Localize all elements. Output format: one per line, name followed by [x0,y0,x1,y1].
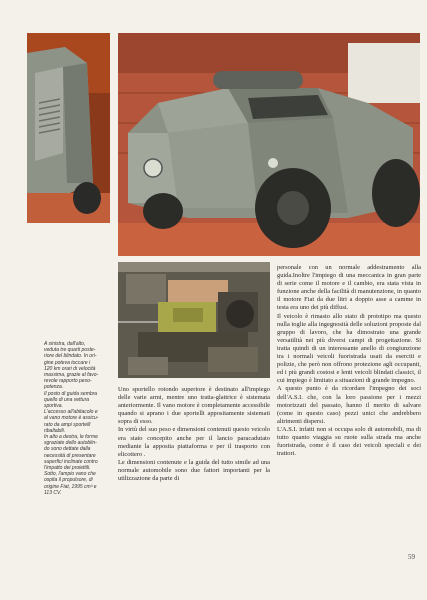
caption-line: In alto a destra, le forme [44,434,98,441]
caption-line: superfici inclinate contro [44,458,98,465]
paragraph: In virtù del suo peso e dimensioni contenuti questo veicolo era stato concepito anche per il lancio paracadutato mediante la apposita piattaforma e per il trasporto con elicottero . [118,426,270,458]
caption-line: origine Fiat, 1995 cm³ e [44,483,97,490]
paragraph: Le dimensioni contenute e la guida del tutto simile ad una normale automobile sono due fattori importanti per la utilizzazione da parte di [118,458,270,483]
paragraph: L'A.S.I. infatti non si occupa solo di automobili, ma di tutto quanto viaggia su ruote sulla strada ma anche fuoristrada, come è il caso dei veicoli speciali e dei trattori. [277,425,421,458]
caption-line: do sono dettate dalla [44,446,91,453]
body-column-right [277,264,421,458]
caption-line: gine poteva toccare i [44,359,91,366]
caption-line: potenza. [44,384,64,391]
caption-line: quello di una vettura [44,396,90,403]
caption-line: al vano motore è assicu- [44,415,99,422]
paragraph: A questo punto è da ricordare l'impegno dei soci dell'A.S.I. che, con la loro passione per i mezzi motorizzati del passato, hanno il merito di salvare (come in questo caso) pezzi unici che andrebbero altrimenti dispersi. [277,385,421,425]
body-column-left [118,386,270,483]
caption-line: massima, grazie al favo- [44,372,99,379]
caption-line: revole rapporto peso- [44,378,92,385]
page-number: 59 [408,553,415,561]
paragraph: personale con un normale addestramento alla guida.Inoltre l'impiego di una meccanica in gran parte di serie come il motore e il cambio, era stata vista in funzione anche della facilità di manutenzione, in quanto il motore Fiat da due litri a doppio asse a camme in testa era uno dei più diffusi. [277,264,421,312]
caption-line: sportiva. [44,403,63,410]
caption-line: Il posto di guida sembra [44,390,98,397]
caption-line: ospita il propulsore, di [44,477,93,484]
armored-car-photo [118,33,420,256]
caption-line: L'accesso all'abitacolo e [44,409,98,416]
caption-line: riore del blindato. In ori- [44,353,97,360]
caption-line: Sotto, l'ampio vano che [44,471,96,478]
caption-line: ribaltabili. [44,427,66,434]
caption-line: 120 km orari di velocità [44,365,96,372]
engine-bay-photo [118,262,270,378]
caption-line: A sinistra, dall'alto, [44,341,86,347]
caption-line: veduta tre quarti poste- [44,347,96,354]
caption-line: necessità di presentare [44,452,96,459]
paragraph: Uno sportello rotondo superiore è destinato all'impiego delle varie armi, mentre uno tratta-glattrice è sistemata anteriormente. Il vano motore è completamente accessibile quando si aprano i due sportelli appositamente sistemati sopra di esso. [118,386,270,426]
caption-line: sgraziate dello autoblin- [44,440,97,447]
caption-line: l'impatto dei proiettili. [44,465,91,472]
caption-line: rato da ampi sportelli [44,421,91,428]
paragraph: Il veicolo è rimasto allo stato di prototipo ma questo nulla toglie alla ingegnosità delle soluzioni proposte dal gruppo di lavoro, che ha dimostrato una grande versatilità nei più diversi campi di progettazione. Si tratta quindi di un interessante anello di congiunzione tra i normali veicoli fuoristrada usati da eserciti e polizie, che però non offrono protezione agli occupanti, ed i più grandi costosi e lenti veicoli blindati classici, il cui impiego è limitato a situazioni di grande impegno. [277,312,421,385]
rear-view-photo [27,33,110,223]
photo-caption [44,341,110,496]
caption-line: 113 CV. [44,489,62,496]
